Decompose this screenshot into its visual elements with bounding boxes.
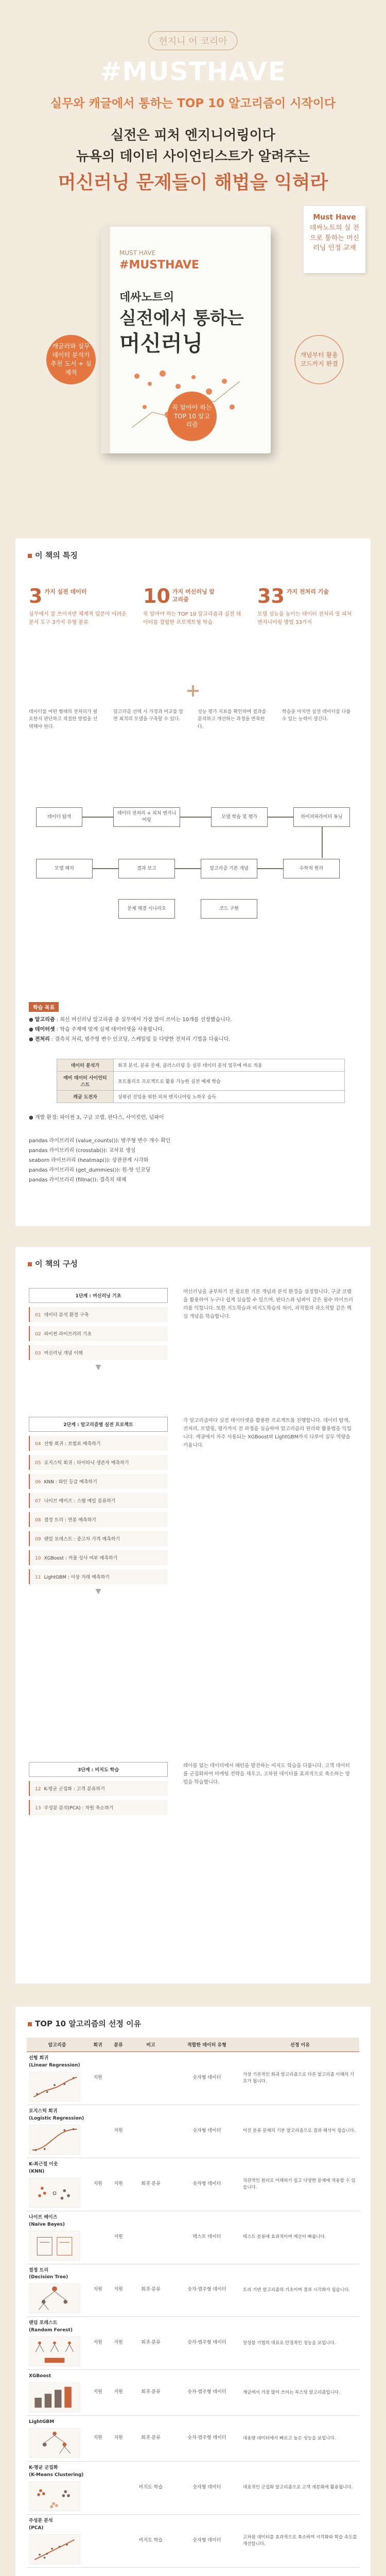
algo-data: 숫자·범주형 데이터 [173,2264,241,2317]
algo-reg: 지원 [87,2370,108,2416]
table-row [27,2317,359,2370]
code-item: pandas 라이브러리 (get_dummies()): 원-핫 인코딩 [29,1167,151,1173]
feature-circle-2: 꼭 알아야 하는 TOP 10 알고리즘 [167,392,217,441]
chapter-item: 03 머신러닝 개념 이해 [29,1345,168,1360]
algo-illustration [29,2231,80,2261]
flow-text-1: 데이터를 어떤 형태의 전처리가 필요한지 판단하고 적절한 방법을 선택해야 한다. [29,709,98,730]
structure-card [15,1247,371,1984]
note-title: Must Have [313,213,356,222]
algo-data: 텍스트 데이터 [173,2211,241,2264]
part-desc: 레이블 없는 데이터에서 패턴을 발견하는 비지도 학습을 다룹니다. 고객 데이터를 군집화하여 마케팅 전략을 세우고, 고차원 데이터를 효과적으로 축소하는 방법을 학습합니다. [183,1763,350,1786]
algo-note: 비지도 학습 [129,2515,173,2568]
algo-illustration [29,2428,80,2458]
table-row [27,2052,359,2105]
algo-cls [108,2515,129,2568]
chapter-item: 11 LightGBM : 이상 거래 예측하기 [29,1569,168,1584]
algo-name-cell [27,2052,87,2105]
table-row [27,2462,359,2515]
algo-cls: 지원 [108,2264,129,2317]
flow-box-5: 모델 해석 [36,859,93,878]
table-row [27,2264,359,2317]
algo-data: 숫자·범주형 데이터 [173,2370,241,2416]
algo-reg [87,2105,108,2158]
chevron-down-icon: ▼ [95,1363,101,1371]
hero-subtitle: 실무와 캐글에서 통하는 TOP 10 알고리즘이 시작이다 [50,97,336,110]
table-row [27,2515,359,2568]
feature-circle-1: 캐글러와 실무 데이터 분석가 추천 도서 + 실제적 [46,335,96,384]
part-head: 2단계 : 알고리즘별 실전 프로젝트 [29,1417,168,1432]
chapter-item: 06 KNN : 와인 등급 예측하기 [29,1474,168,1489]
flow-bottom-1: 알고리즘 기본 개념 [201,859,257,878]
algo-data: 숫자형 데이터 [173,2052,241,2105]
learn-list [29,1015,358,1044]
algo-reason: 앙상블 기법의 대표로 안정적인 성능을 보입니다. [241,2317,359,2370]
target-table [57,1059,345,1103]
bullet-square-icon [28,1262,32,1266]
algo-cls [108,2052,129,2105]
algo-illustration [29,2072,80,2102]
flow-box-4: 하이퍼파라미터 튜닝 [293,807,350,827]
chapter-item: 07 나이브 베이즈 : 스팸 메일 분류하기 [29,1493,168,1508]
book-title-3: 머신러닝 [119,331,203,356]
feature-desc: 꼭 알아야 하는 TOP 10 알고리즘과 실전 데이터를 결합한 프로젝트형 학습 [143,612,241,625]
chapter-item: 01 데이터 분석 환경 구축 [29,1307,168,1322]
flow-bottom-2: 수학적 원리 [283,859,340,878]
feature-circle-3: 개념부터 활용 코드까지 완결 [294,335,344,384]
algo-data: 숫자형 데이터 [173,2158,241,2211]
feature-item-2 [143,585,243,626]
feature-desc: 실무에서 잘 쓰이지만 체계적 입문이 어려운 분석 도구 3가지 유형 분류 [29,612,127,625]
learn-title: 학습 목표 [29,1002,59,1012]
algo-cls: 지원 [108,2105,129,2158]
feature-label: 가지 실전 데이터 [44,588,87,595]
hero-section [0,0,386,515]
code-item: pandas 라이브러리 (crosstab()): 교차표 생성 [29,1148,136,1154]
algo-name: 결정 트리 (Decision Tree) [29,2267,68,2280]
chapter-item: 08 결정 트리 : 연봉 예측하기 [29,1512,168,1527]
code-item: pandas 라이브러리 (value_counts()): 범주형 변수 개수 확인 [29,1138,171,1144]
algo-illustration [29,2178,80,2208]
flow-text-4: 학습을 마치면 실전 데이터를 다룰 수 있는 능력이 생긴다. [282,709,351,722]
algo-reason: 고차원 데이터를 효과적으로 축소하여 시각화와 학습 속도를 개선합니다. [241,2515,359,2568]
algorithm-title: TOP 10 알고리즘의 선정 이유 [15,2007,371,2029]
feature-row [29,585,358,672]
algo-name-cell [27,2317,87,2370]
algo-note [129,2105,173,2158]
note-body: 데싸노트의 실 전으로 통하는 머신러닝 인정 교재 [309,224,360,252]
algo-reg: 지원 [87,2158,108,2211]
algo-cls: 지원 [108,2211,129,2264]
algo-reg: 지원 [87,2264,108,2317]
bullet-square-icon [28,2022,32,2026]
algo-name-cell [27,2158,87,2211]
feature-number: 10 [143,585,170,607]
feature-item-1 [29,585,129,626]
algo-name-cell [27,2211,87,2264]
chapter-item: 04 선형 회귀 : 보험료 예측하기 [29,1436,168,1451]
table-row [27,2105,359,2158]
algo-cls: 지원 [108,2370,129,2416]
chapter-item: 05 로지스틱 회귀 : 타이타닉 생존자 예측하기 [29,1455,168,1470]
algo-note: 회귀·분류 [129,2416,173,2462]
algo-data: 숫자형 데이터 [173,2105,241,2158]
features-card [15,538,371,1226]
algo-data: 숫자형 데이터 [173,2515,241,2568]
book-title-1: 데싸노트의 [119,291,174,304]
algo-reason: 직관적인 원리로 이해하기 쉽고 다양한 문제에 적용할 수 있습니다. [241,2158,359,2211]
algo-cls: 지원 [108,2416,129,2462]
book-top-label: MUST HAVE [119,249,156,257]
algo-name: XGBoost [29,2374,51,2379]
chapter-item: 09 랜덤 포레스트 : 중고차 가격 예측하기 [29,1531,168,1546]
algo-data: 숫자·범주형 데이터 [173,2317,241,2370]
flow-box-3: 모델 학습 및 평가 [211,807,268,827]
algo-illustration [29,2125,80,2155]
table-row [27,2416,359,2462]
book-brand: #MUSTHAVE [119,259,200,272]
table-row: 예비 데이터 사이언티스트 포트폴리오 프로젝트로 활용 가능한 실전 예제 학습 [57,1072,345,1091]
chapter-item: 10 XGBoost : 커플 성사 여부 예측하기 [29,1550,168,1565]
algo-reason: 캐글에서 가장 많이 쓰이는 부스팅 알고리즘입니다. [241,2370,359,2416]
algo-illustration [29,2336,80,2366]
part-head: 3단계 : 비지도 학습 [29,1762,168,1777]
flow-text-2: 알고리즘 선택 시 가정과 비교를 알면 최적의 모델을 구축할 수 있다. [113,709,184,722]
chevron-down-icon: ▼ [95,1587,101,1596]
note-card [304,206,365,273]
algo-name-cell [27,2105,87,2158]
algo-note: 회귀·분류 [129,2264,173,2317]
algo-reason: 가장 기본적인 회귀 알고리즘으로 다른 알고리즘 이해의 기초가 됩니다. [241,2052,359,2105]
algo-cls: 지원 [108,2158,129,2211]
algo-reason: 대표적인 군집화 알고리즘으로 고객 세분화에 활용됩니다. [241,2462,359,2515]
hero-line-1: 실전은 피처 엔지니어링이다 [111,128,275,143]
algo-name: K-평균 군집화 (K-Means Clustering) [29,2465,84,2478]
part-head: 1단계 : 머신러닝 기초 [29,1288,168,1303]
algo-reason: 대용량 데이터에서 빠르고 높은 성능을 보입니다. [241,2416,359,2462]
algo-data: 숫자·범주형 데이터 [173,2416,241,2462]
part-2 [29,1417,358,1596]
algo-illustration [29,2534,80,2564]
algo-note: 회귀·분류 [129,2158,173,2211]
env-line: ● 개발 환경: 파이썬 3, 구글 코랩, 판다스, 사이킷런, 넘파이 [29,1115,164,1121]
algo-name-cell [27,2370,87,2416]
part-desc: 각 알고리즘마다 실전 데이터셋을 활용한 프로젝트를 진행합니다. 데이터 탐색, 전처리, 모델링, 평가까지 전 과정을 실습하며 알고리즘의 원리와 활용법을 익힙니다. 캐글에서 자주 사용되는 XGBoost와 LightGBM까지 다루어 실무 역량을 키웁니다. [183,1418,352,1449]
flow-box-6: 결과 보고 [118,859,175,878]
algo-reg: 지원 [87,2052,108,2105]
algo-cls: 지원 [108,2317,129,2370]
book-spine [101,227,110,453]
plus-icon [187,685,199,697]
algo-name: 주성분 분석 (PCA) [29,2518,53,2531]
algo-note: 회귀·분류 [129,2370,173,2416]
algo-name-cell [27,2462,87,2515]
flow-box-2: 데이터 전처리 + 피처 엔지니어링 [113,807,180,827]
table-row [27,2211,359,2264]
table-row [27,2370,359,2416]
table-row: 캐글 도전자 상위권 진입을 위한 피처 엔지니어링 노하우 습득 [57,1091,345,1103]
chapter-item: 02 파이썬 라이브러리 기초 [29,1326,168,1341]
algo-name: 로지스틱 회귀 (Logistic Regression) [29,2108,84,2121]
flow-box-1: 데이터 탐색 [36,807,82,827]
algorithm-table-body [27,2052,359,2568]
algo-note: 비지도 학습 [129,2462,173,2515]
algo-illustration [29,2382,80,2412]
chapter-item: 13 주성분 분석(PCA) : 차원 축소하기 [29,1800,168,1815]
flow-bottom-4: 코드 구현 [201,899,257,919]
algo-reg: 지원 [87,2416,108,2462]
chapter-item: 12 K-평균 군집화 : 고객 분류하기 [29,1781,168,1796]
code-item: pandas 라이브러리 (fillna()): 결측치 대체 [29,1177,127,1183]
learn-item: ● 알고리즘 : 최신 머신러닝 알고리즘 중 실무에서 가장 많이 쓰이는 10개를 선정했습니다. [29,1017,232,1023]
algo-cls [108,2462,129,2515]
structure-title: 이 책의 구성 [15,1247,371,1269]
algo-data: 숫자형 데이터 [173,2462,241,2515]
hero-brand: #MUSTHAVE [100,57,286,87]
algo-note: 회귀·분류 [129,2317,173,2370]
algo-name: 선형 회귀 (Linear Regression) [29,2056,80,2068]
feature-label: 가지 전처리 기술 [286,588,329,595]
algo-illustration [29,2283,80,2313]
part-3 [29,1762,358,1815]
hero-line-3: 머신러닝 문제들이 해법을 익혀라 [58,172,328,193]
algo-name: 나이브 베이즈 (Naive Bayes) [29,2214,65,2227]
flow-connector [322,827,323,858]
part-desc: 머신러닝을 공부하기 전 필요한 기본 개념과 분석 환경을 설정합니다. 구글 코랩을 활용하여 누구나 쉽게 실습할 수 있으며, 판다스와 넘파이 같은 필수 라이브러리를 익힙니다. 또한 지도학습과 비지도학습의 차이, 과적합과 과소적합 같은 핵심 개념을 학습합니다. [183,1289,353,1320]
feature-desc: 모델 성능을 높이는 데이터 전처리 및 피처 엔지니어링 방법 33가지 [257,612,352,625]
table-row [27,2158,359,2211]
table-header-row: 알고리즘 회귀 분류 비고 적합한 데이터 유형 선정 이유 [27,2038,359,2052]
algo-reg [87,2211,108,2264]
flow-text-3: 성능 평가 지표를 확인하며 결과를 분석하고 개선하는 과정을 반복한다. [198,709,267,730]
algorithm-table [27,2038,359,2568]
algo-note [129,2052,173,2105]
bullet-square-icon [28,554,32,558]
feature-number: 33 [257,585,285,607]
feature-number: 3 [29,585,43,607]
algo-reg [87,2462,108,2515]
algo-name: K-최근접 이웃 (KNN) [29,2161,58,2174]
algo-name-cell [27,2264,87,2317]
algo-note [129,2211,173,2264]
book-title-2: 실전에서 통하는 [119,308,244,329]
algo-reason: 트리 기반 알고리즘의 기초이며 결과 시각화가 쉽습니다. [241,2264,359,2317]
algo-name-cell [27,2515,87,2568]
algo-reg [87,2515,108,2568]
algo-name: LightGBM [29,2419,55,2425]
learn-item: ● 데이터셋 : 학습 주제에 맞게 실제 데이터셋을 사용합니다. [29,1027,164,1032]
hero-tag: 현지니 어 코리아 [148,31,237,50]
part-1 [29,1288,358,1371]
algo-reg: 지원 [87,2317,108,2370]
algo-illustration [29,2481,80,2511]
algo-reason: 텍스트 분류에 효과적이며 계산이 빠릅니다. [241,2211,359,2264]
feature-item-3 [257,585,358,626]
features-title: 이 책의 특징 [15,538,371,561]
learn-item: ● 전처리 : 결측치 처리, 범주형 변수 인코딩, 스케일링 등 다양한 전처리 기법을 다룹니다. [29,1037,231,1042]
algo-reason: 이진 분류 문제의 기본 알고리즘으로 결과 해석이 쉽습니다. [241,2105,359,2158]
algorithm-card [15,2007,371,2576]
code-item: seaborn 라이브러리 (heatmap()): 상관관계 시각화 [29,1158,149,1163]
table-row: 데이터 분석가 회귀 분석, 분류 문제, 클러스터링 등 실무 데이터 분석 업무에 바로 적용 [57,1059,345,1072]
flow-bottom-3: 문제 해결 시나리오 [118,899,175,919]
flow-connector [57,817,329,818]
algo-name-cell [27,2416,87,2462]
code-list [29,1136,358,1185]
algo-name: 랜덤 포레스트 (Random Forest) [29,2320,73,2333]
feature-label: 가지 머신러닝 알고리즘 [172,588,215,603]
hero-line-2: 뉴욕의 데이터 사이언티스트가 알려주는 [76,148,310,164]
